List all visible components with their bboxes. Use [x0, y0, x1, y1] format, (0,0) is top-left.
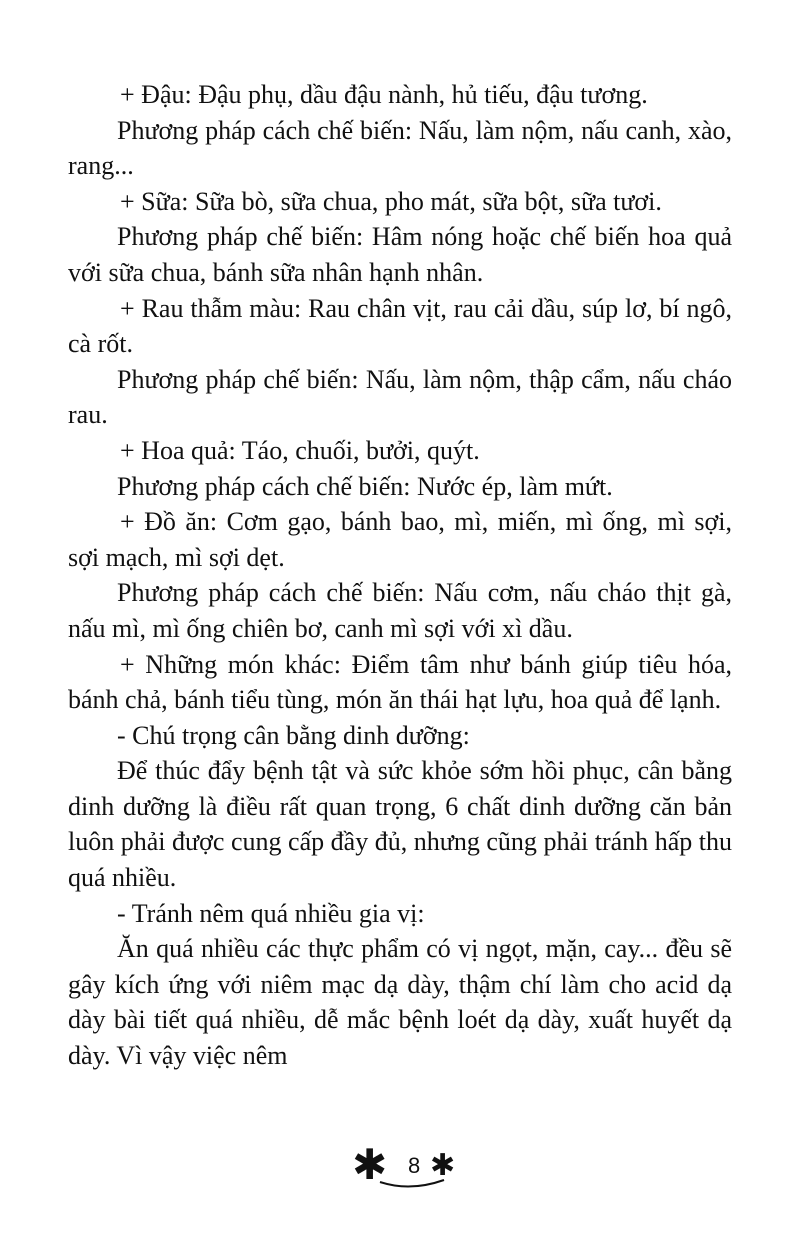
paragraph: Phương pháp cách chế biến: Nước ép, làm mứt. [117, 471, 613, 501]
paragraph: + Những món khác: Điểm tâm như bánh giúp tiêu hóa, bánh chả, bánh tiểu tùng, món ăn thái hạt lựu, hoa quả để lạnh. [68, 649, 732, 715]
paragraph: Phương pháp chế biến: Nấu, làm nộm, thập cẩm, nấu cháo rau. [68, 364, 732, 430]
paragraph: + Sữa: Sữa bò, sữa chua, pho mát, sữa bột, sữa tươi. [120, 186, 662, 216]
paragraph: + Rau thẫm màu: Rau chân vịt, rau cải dầu, súp lơ, bí ngô, cà rốt. [68, 293, 732, 359]
paragraph: + Hoa quả: Táo, chuối, bưởi, quýt. [120, 435, 480, 465]
paragraph: + Đậu: Đậu phụ, dầu đậu nành, hủ tiếu, đậu tương. [120, 80, 648, 109]
paragraph: Phương pháp chế biến: Hâm nóng hoặc chế biến hoa quả với sữa chua, bánh sữa nhân hạnh nhân. [68, 222, 732, 287]
page-footer [350, 1140, 460, 1194]
paragraph: Phương pháp cách chế biến: Nấu cơm, nấu cháo thịt gà, nấu mì, mì ống chiên bơ, canh mì sợi với xì dầu. [68, 578, 732, 643]
paragraph: Ăn quá nhiều các thực phẩm có vị ngọt, mặn, cay... đều sẽ gây kích ứng với niêm mạc dạ dày, thậm chí làm cho acid dạ dày bài tiết quá nhiều, dễ mắc bệnh loét dạ dày, xuất huyết dạ dày. Vì vậy việc nêm [68, 934, 732, 1071]
asterisk-icon: ✱ [430, 1148, 456, 1183]
paragraph: Để thúc đẩy bệnh tật và sức khỏe sớm hồi phục, cân bằng dinh dưỡng là điều rất quan trọng, 6 chất dinh dưỡng căn bản luôn phải được cung cấp đầy đủ, nhưng cũng phải tránh hấp thu quá nhiều. [68, 756, 732, 893]
body-text [68, 77, 732, 1074]
page-number: 8 [408, 1153, 421, 1178]
section-heading: - Tránh nêm quá nhiều gia vị: [117, 898, 425, 928]
paragraph: + Đồ ăn: Cơm gạo, bánh bao, mì, miến, mì ống, mì sợi, sợi mạch, mì sợi dẹt. [68, 507, 732, 572]
asterisk-icon: ✱ [352, 1140, 388, 1189]
paragraph: Phương pháp cách chế biến: Nấu, làm nộm, nấu canh, xào, rang... [68, 115, 732, 181]
section-heading: - Chú trọng cân bằng dinh dưỡng: [117, 720, 470, 750]
